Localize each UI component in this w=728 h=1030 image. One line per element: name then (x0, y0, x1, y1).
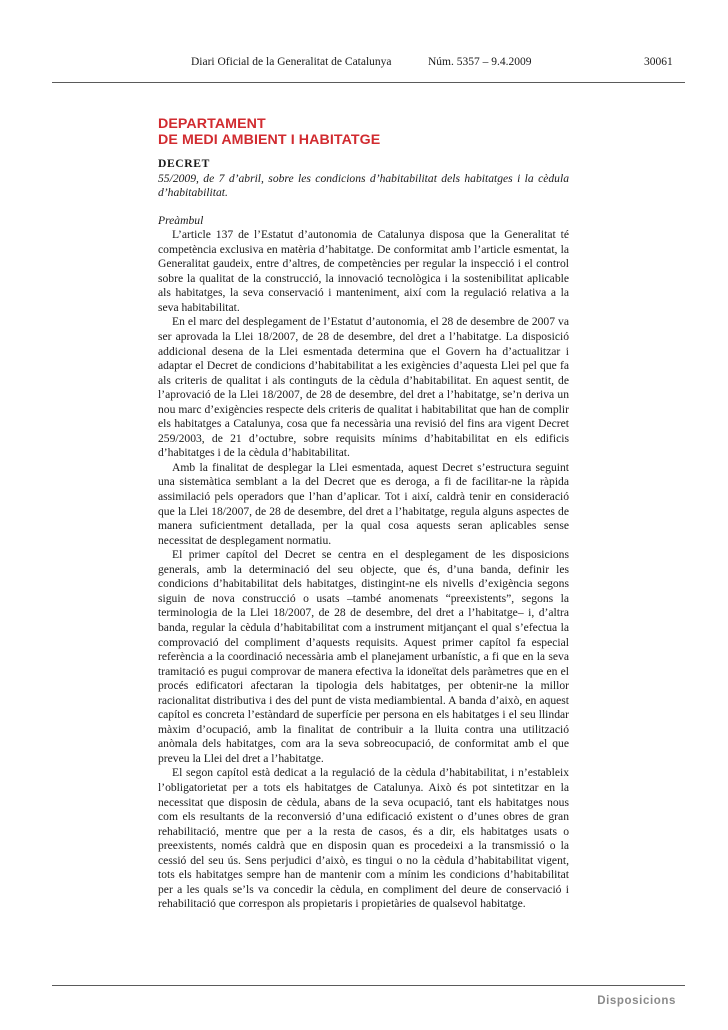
preamble-paragraph-3: Amb la finalitat de desplegar la Llei esmentada, aquest Decret s’estructura seguint una sistemàtica semblant a la del Decret que es deroga, a fi de facilitar-ne la ràpida assimilació pels operadors que l’han d’aplicar. Tot i així, caldrà tenir en consideració que la Llei 18/2007, de 28 de desembre, del dret a l’habitatge, regula alguns aspectes de manera suficientment detallada, per la qual cosa aquests seran aplicables sense necessitat de desplegament normatiu. (158, 460, 569, 547)
department-line-1: DEPARTAMENT (158, 116, 266, 132)
page-number: 30061 (644, 56, 673, 68)
department-heading (158, 117, 380, 148)
preamble-paragraph-2: En el marc del desplegament de l’Estatut d’autonomia, el 28 de desembre de 2007 va ser aprovada la Llei 18/2007, de 28 de desembre, del dret a l’habitatge. La disposició addicional desena de la Llei esmentada determina que el Govern ha d’actualitzar i adaptar el Decret de condicions d’habitabilitat a les exigències d’aquesta Llei pel que fa als criteris de qualitat i als continguts de la cèdula d’habitabilitat. En aquest sentit, de l’aprovació de la Llei 18/2007, de 28 de desembre, del dret a l’habitatge, se’n deriva un nou marc d’exigències respecte dels criteris de qualitat i habitabilitat que han de complir els habitatges a Catalunya, cosa que fa necessària una revisió del fins ara vigent Decret 259/2003, de 21 d’octubre, sobre requisits mínims d’habitabilitat en els edificis d’habitatges i de la cèdula d’habitabilitat. (158, 315, 569, 460)
preamble-heading: Preàmbul (158, 213, 204, 227)
header-divider (52, 82, 685, 83)
document-body (158, 157, 569, 912)
decree-title: 55/2009, de 7 d’abril, sobre les condicions d’habitabilitat dels habitatges i la cèdula d’habitabilitat. (158, 171, 569, 200)
journal-title: Diari Oficial de la Generalitat de Catalunya (191, 56, 392, 68)
preamble-paragraph-1: L’article 137 de l’Estatut d’autonomia de Catalunya disposa que la Generalitat té competència exclusiva en matèria d’habitatge. De conformitat amb l’article esmentat, la Generalitat gaudeix, entre d’altres, de competències per regular la inspecció i el control sobre la qualitat de la construcció, la innovació tecnològica i la sostenibilitat aplicable als habitatges, la seva conservació i manteniment, així com la regulació relativa a la seva habitabilitat. (158, 228, 569, 314)
preamble-paragraph-4: El primer capítol del Decret se centra en el desplegament de les disposicions generals, amb la determinació del seu objecte, que és, d’una banda, definir les condicions d’habitabilitat dels habitatges, distingint-ne els nivells d’exigència segons siguin de nova construcció o usats –també anomenats “preexistents”, segons la terminologia de la Llei 18/2007, de 28 de desembre, del dret a l’habitatge– i, d’altra banda, regular la cèdula d’habitabilitat com a instrument mitjançant el qual s’efectua la comprovació del compliment d’aquests requisits. Aquest primer capítol fa especial referència a la coordinació necessària amb el planejament urbanístic, a fi que en la seva tramitació es pugui comprovar de manera efectiva la idoneïtat dels paràmetres que en el procés edificatori afectaran la tipologia dels habitatges, per obtenir-ne la millor racionalitat distributiva i des del punt de vista mediambiental. A banda d’això, en aquest capítol es concreta l’estàndard de superfície per persona en els habitatges i el seu llindar màxim d’ocupació, amb la finalitat de contribuir a la lluita contra una utilització anòmala dels habitatges, com ara la seva sobreocupació, de conformitat amb el que preveu la Llei del dret a l’habitatge. (158, 548, 569, 765)
decree-label: DECRET (158, 157, 210, 170)
department-line-2: DE MEDI AMBIENT I HABITATGE (158, 131, 381, 148)
preamble-paragraph-5: El segon capítol està dedicat a la regulació de la cèdula d’habitabilitat, i n’estableix l’obligatorietat per a tots els habitatges de Catalunya. Això és pot sintetitzar en la necessitat que disposin de cèdula, abans de la seva ocupació, tant els habitatges nous com els resultants de la reconversió d’una edificació existent o d’unes obres de gran rehabilitació, mentre que per a la resta de casos, és a dir, els habitatges usats o preexistents, només caldrà que en disposin quan es procedeixi a la transmissió o la cessió del seu ús. Sens perjudici d’això, es tingui o no la cèdula d’habitabilitat vigent, tots els habitatges sempre han de mantenir com a mínim les condicions d’habitabilitat per a les quals se’ls va concedir la cèdula, en compliment del deure de conservació i rehabilitació que correspon als propietaris i propietàries de qualsevol habitatge. (158, 766, 569, 911)
section-label: Disposicions (597, 995, 676, 1007)
page-header (0, 56, 728, 74)
issue-number-date: Núm. 5357 – 9.4.2009 (428, 56, 532, 68)
footer-divider (52, 985, 685, 986)
